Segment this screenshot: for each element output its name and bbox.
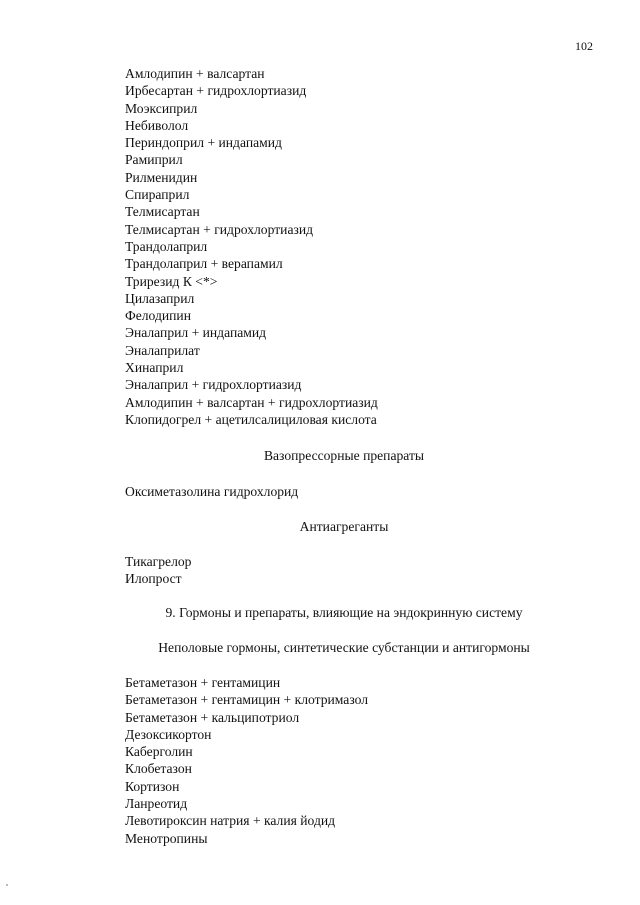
list-item: Фелодипин [125,308,191,324]
list-item: Небиволол [125,117,189,133]
drug-list-vasopressors [125,483,298,500]
list-item: Телмисартан + гидрохлортиазид [125,221,314,237]
list-item: Трандолаприл [125,238,208,254]
drug-list-antihypertensive [125,65,378,428]
list-item: Эналаприл + гидрохлортиазид [125,377,302,393]
list-item: Рамиприл [125,152,183,168]
list-item: Рилменидин [125,169,198,185]
list-item: Трирезид К <*> [125,273,218,289]
list-item: Менотропины [125,830,208,846]
list-item: Ирбесартан + гидрохлортиазид [125,83,307,99]
list-item: Бетаметазон + кальципотриол [125,709,300,725]
list-item: Трандолаприл + верапамил [125,256,283,272]
list-item: Клопидогрел + ацетилсалициловая кислота [125,411,377,427]
list-item: Оксиметазолина гидрохлорид [125,484,299,499]
list-item: Эналаприлат [125,342,200,358]
list-item: Эналаприл + индапамид [125,325,267,341]
list-item: Хинаприл [125,360,184,376]
list-item: Амлодипин + валсартан + гидрохлортиазид [125,394,378,410]
section-heading-nonsex-hormones: Неполовые гормоны, синтетические субстанции и антигормоны [158,640,530,655]
list-item: Амлодипин + валсартан [125,66,265,81]
list-item: Илопрост [125,571,182,587]
list-item: Моэксиприл [125,100,198,116]
list-item: Клобетазон [125,761,192,777]
section-heading-antiplatelets: Антиагреганты [299,519,389,534]
list-item: Дезоксикортон [125,726,212,742]
page-number: 102 [575,39,593,53]
chapter-heading-hormones: 9. Гормоны и препараты, влияющие на эндокринную систему [165,605,523,620]
list-item: Ланреотид [125,796,188,812]
list-item: Периндоприл + индапамид [125,135,282,151]
list-item: Тикагрелор [125,554,192,569]
scan-dot [6,884,8,886]
list-item: Бетаметазон + гентамицин + клотримазол [125,692,369,708]
drug-list-hormones [125,674,368,847]
list-item: Бетаметазон + гентамицин [125,675,281,690]
list-item: Кортизон [125,778,180,794]
list-item: Цилазаприл [125,290,195,306]
list-item: Телмисартан [125,204,200,220]
drug-list-antiplatelets [125,553,191,588]
section-heading-vasopressors: Вазопрессорные препараты [263,448,425,463]
list-item: Спираприл [125,187,190,203]
list-item: Левотироксин натрия + калия йодид [125,813,336,829]
list-item: Каберголин [125,744,193,760]
